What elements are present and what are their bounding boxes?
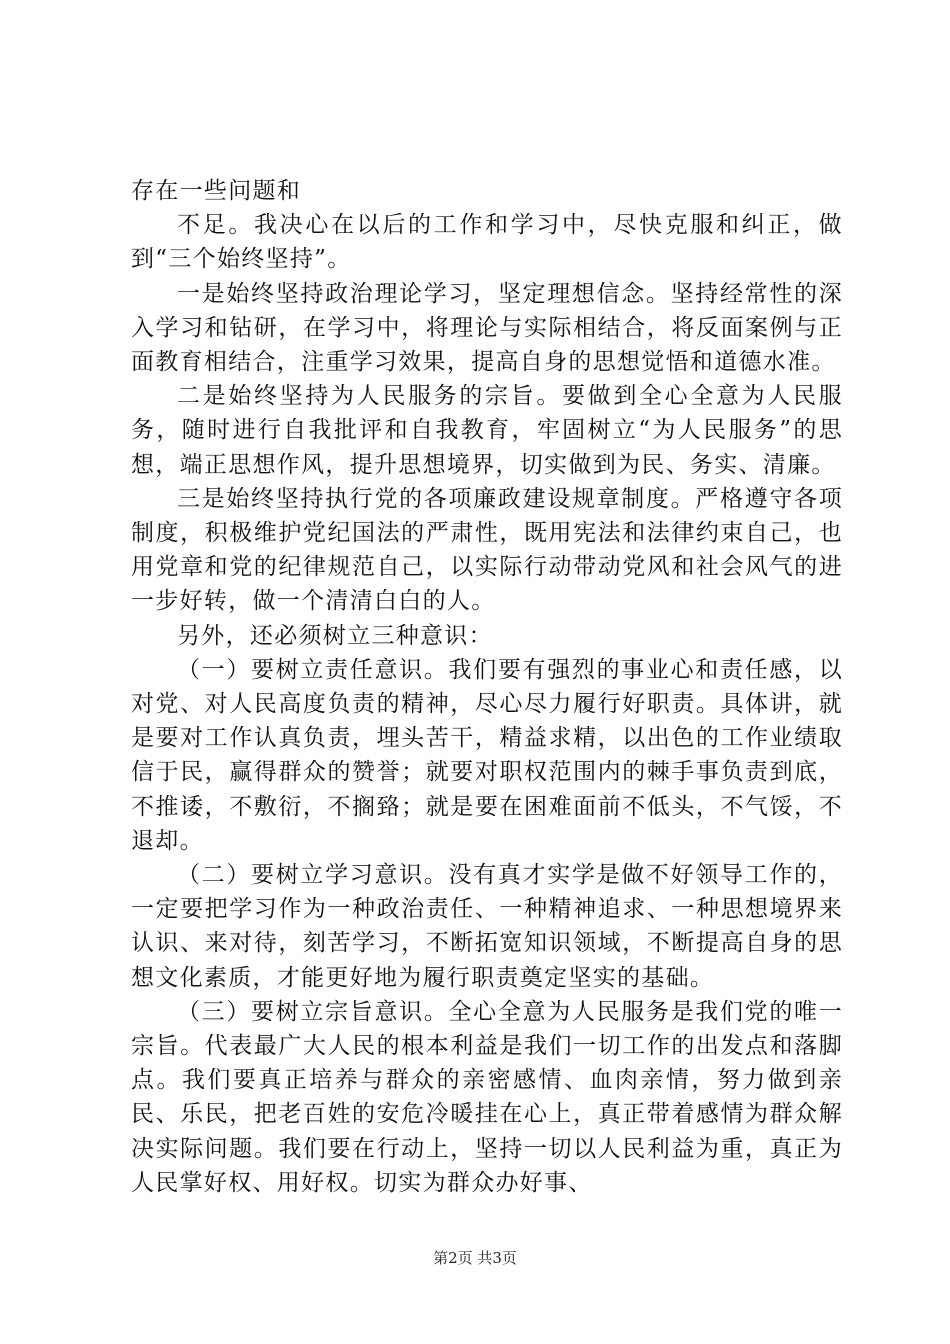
- page-number: 第2页 共3页: [433, 1249, 517, 1267]
- paragraph-awareness-responsibility: （一）要树立责任意识。我们要有强烈的事业心和责任感，以对党、对人民高度负责的精神，尽心尽力履行好职责。具体讲，就是要对工作认真负责，埋头苦干，精益求精，以出色的工作业绩取信于民，赢得群众的赞誉；就要对职权范围内的棘手事负责到底，不推诿，不敷衍，不搁臵；就是要在困难面前不低头，不气馁，不退却。: [131, 656, 843, 854]
- paragraph-awareness-purpose: （三）要树立宗旨意识。全心全意为人民服务是我们党的唯一宗旨。代表最广大人民的根本利益是我们一切工作的出发点和落脚点。我们要真正培养与群众的亲密感情、血肉亲情，努力做到亲民、乐民，把老百姓的安危冷暖挂在心上，真正带着感情为群众解决实际问题。我们要在行动上，坚持一切以人民利益为重，真正为人民掌好权、用好权。切实为群众办好事、: [131, 998, 843, 1196]
- paragraph-awareness-learning: （二）要树立学习意识。没有真才实学是做不好领导工作的，一定要把学习作为一种政治责任、一种精神追求、一种思想境界来认识、来对待，刻苦学习，不断拓宽知识领域，不断提高自身的思想文化素质，才能更好地为履行职责奠定坚实的基础。: [131, 862, 843, 991]
- paragraph-three-awareness-intro: 另外，还必须树立三种意识：: [177, 622, 493, 649]
- paragraph-intro: 不足。我决心在以后的工作和学习中，尽快克服和纠正，做到“三个始终坚持”。: [131, 212, 843, 273]
- paragraph-fragment: 存在一些问题和: [131, 178, 302, 204]
- page-footer: [0, 1248, 950, 1268]
- paragraph-point-three: 三是始终坚持执行党的各项廉政建设规章制度。严格遵守各项制度，积极维护党纪国法的严肃性，既用宪法和法律约束自己，也用党章和党的纪律规范自己，以实际行动带动党风和社会风气的进一步好转，做一个清清白白的人。: [131, 485, 843, 615]
- document-body: [131, 174, 843, 1200]
- paragraph-point-two: 二是始终坚持为人民服务的宗旨。要做到全心全意为人民服务，随时进行自我批评和自我教育，牢固树立“为人民服务”的思想，端正思想作风，提升思想境界，切实做到为民、务实、清廉。: [131, 383, 843, 478]
- paragraph-point-one: 一是始终坚持政治理论学习，坚定理想信念。坚持经常性的深入学习和钻研，在学习中，将理论与实际相结合，将反面案例与正面教育相结合，注重学习效果，提高自身的思想觉悟和道德水准。: [131, 280, 843, 376]
